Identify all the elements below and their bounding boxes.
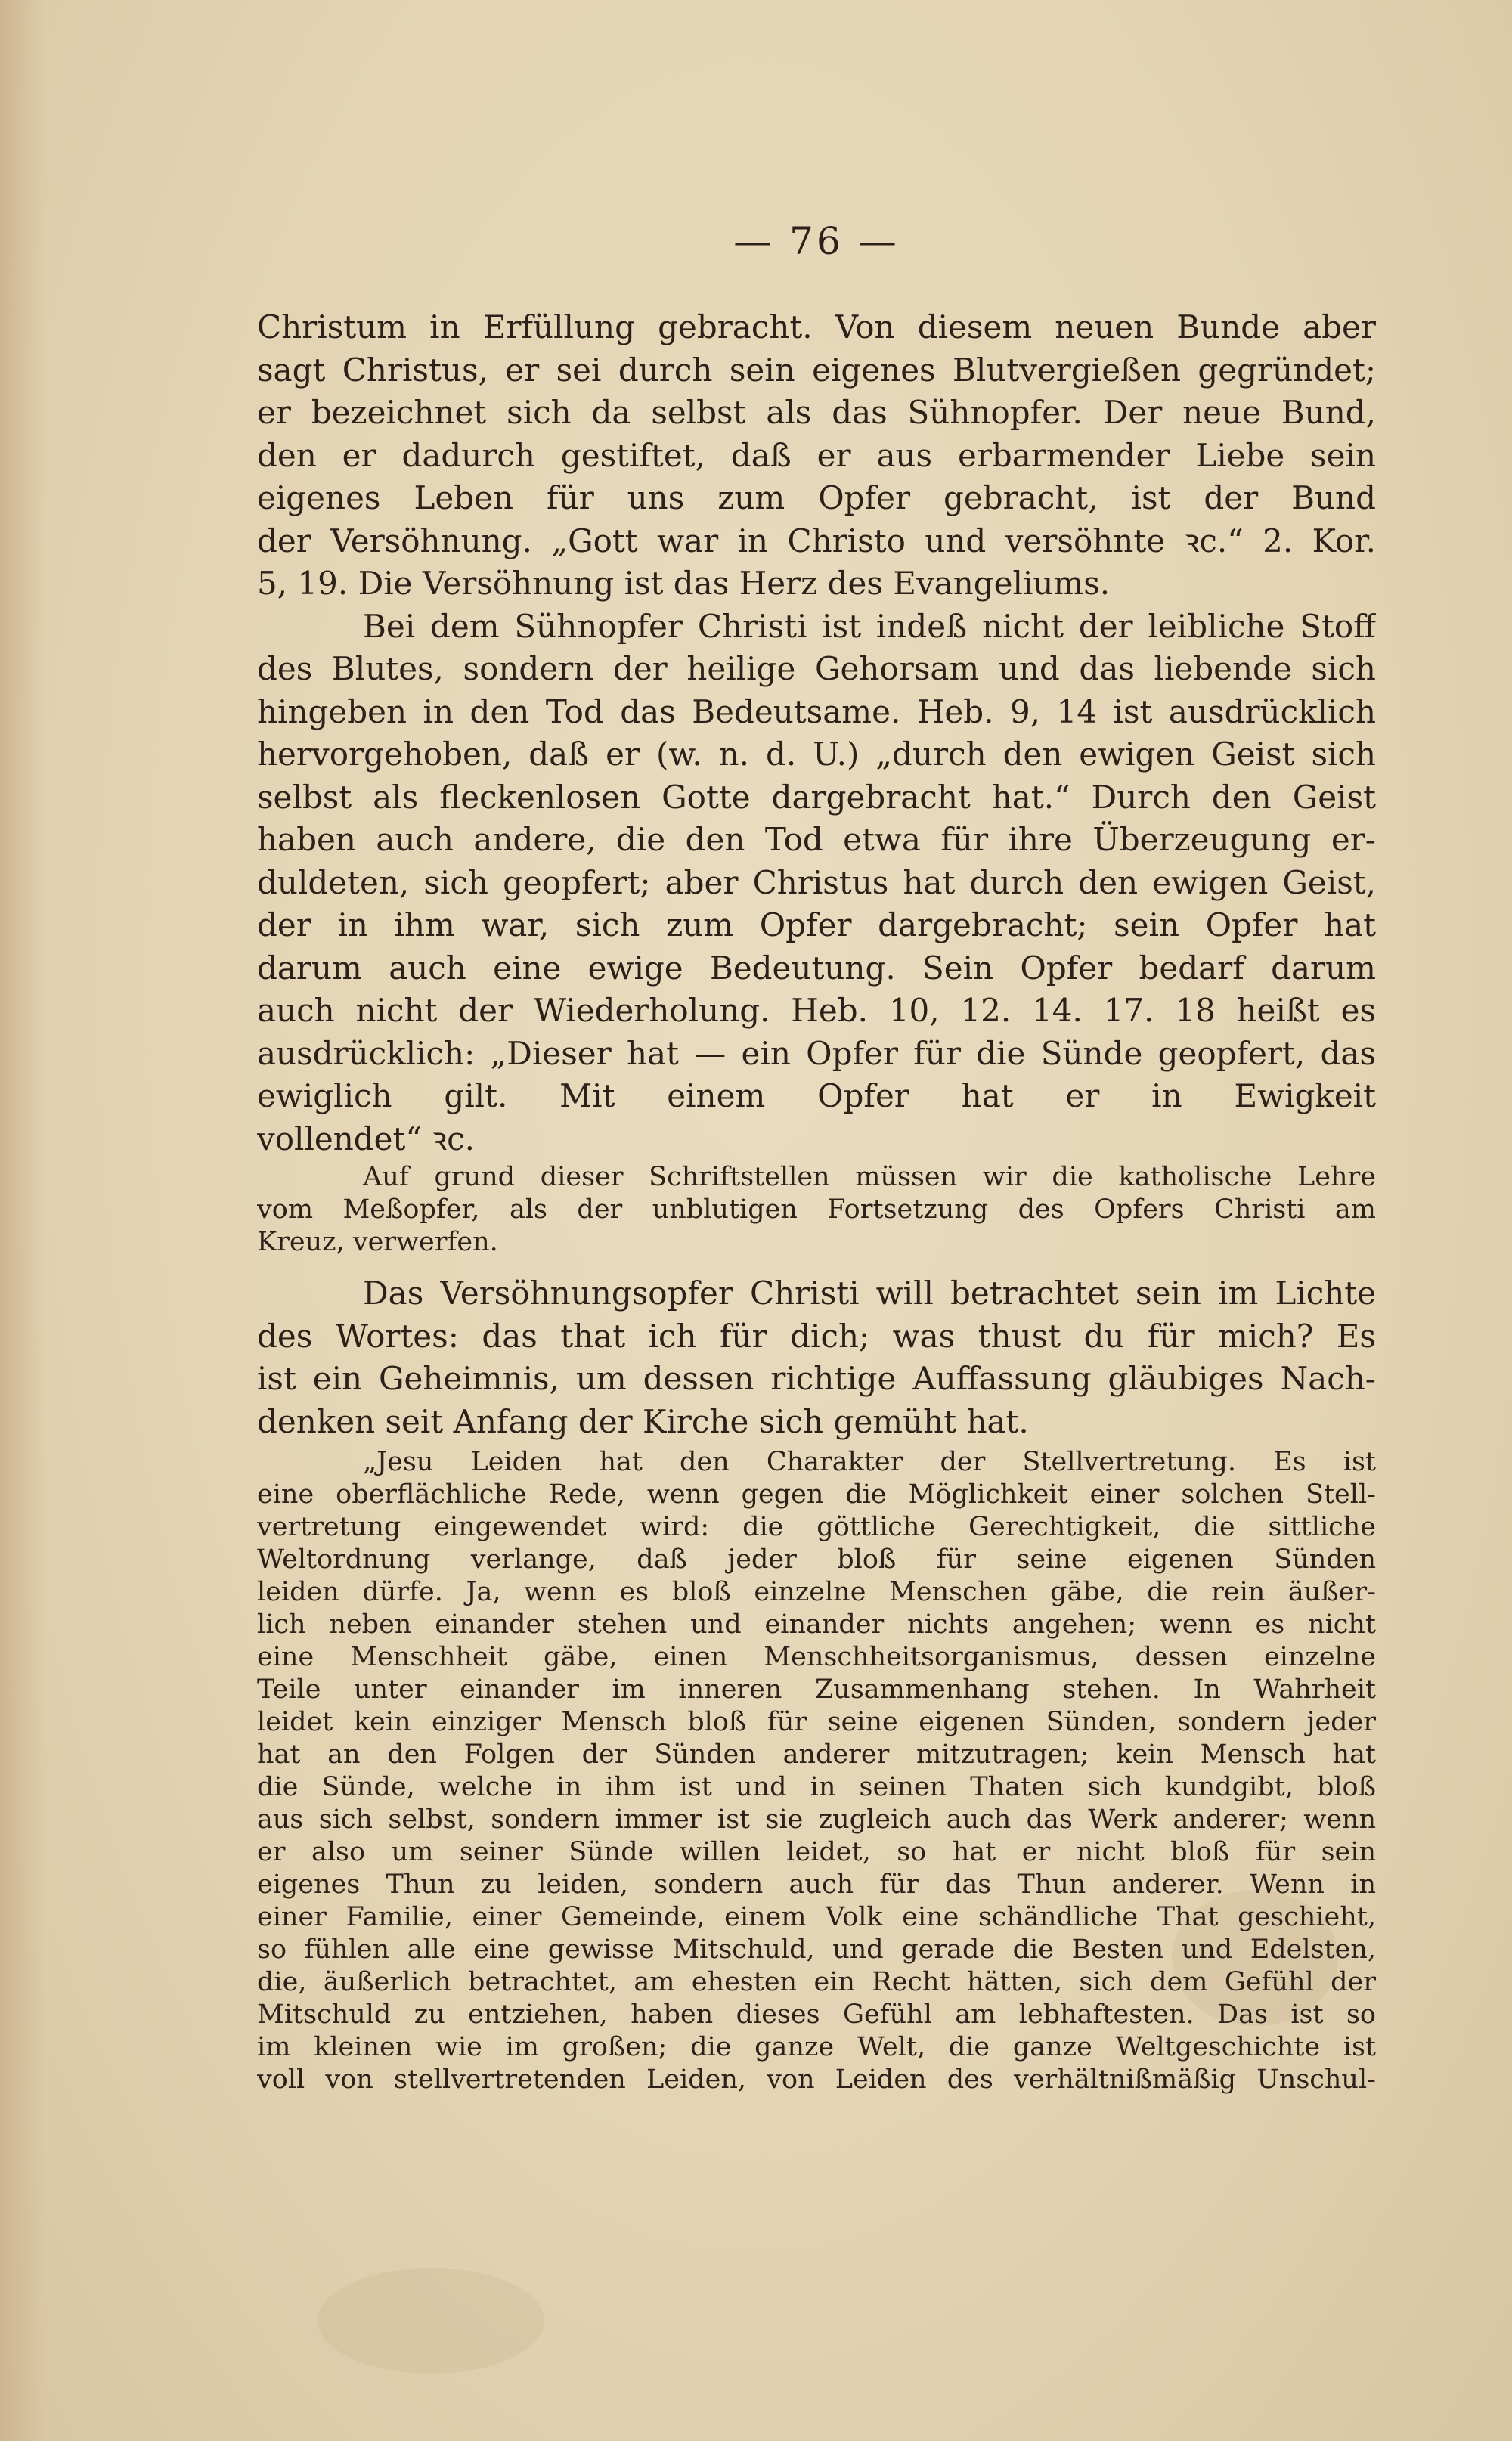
text-line: Christum in Erfüllung gebracht. Von diesem neuen Bunde aber: [257, 308, 1376, 345]
text-line: denken seit Anfang der Kirche sich gemüht hat.: [257, 1402, 1029, 1440]
text-line: der Versöhnung. „Gott war in Christo und versöhnte ꝛc.“ 2. Kor.: [257, 522, 1376, 559]
paragraph-reflection: [257, 1272, 1376, 1443]
paragraph-note: [257, 1161, 1376, 1259]
text-line: hervorgehoben, daß er (w. n. d. U.) „durch den ewigen Geist sich: [257, 736, 1376, 773]
page-number: — 76 —: [733, 219, 900, 263]
text-line: Teile unter einander im inneren Zusammenhang stehen. In Wahrheit: [257, 1674, 1376, 1705]
text-line: ist ein Geheimnis, um dessen richtige Auffassung gläubiges Nach-: [257, 1360, 1376, 1397]
text-line: vollendet“ ꝛc.: [257, 1120, 476, 1157]
text-line: lich neben einander stehen und einander nichts angehen; wenn es nicht: [257, 1609, 1376, 1640]
text-line: Auf grund dieser Schriftstellen müssen wir die katholische Lehre: [363, 1162, 1376, 1192]
text-line: Das Versöhnungsopfer Christi will betrachtet sein im Lichte: [363, 1275, 1376, 1312]
text-line: ausdrücklich: „Dieser hat — ein Opfer für die Sünde geopfert, das: [257, 1034, 1376, 1072]
text-line: vertretung eingewendet wird: die göttliche Gerechtigkeit, die sittliche: [257, 1512, 1376, 1542]
text-line: aus sich selbst, sondern immer ist sie zugleich auch das Werk anderer; wenn: [257, 1804, 1376, 1835]
text-line: eigenes Leben für uns zum Opfer gebracht, ist der Bund: [257, 479, 1376, 516]
text-line: leidet kein einziger Mensch bloß für seine eigenen Sünden, sondern jeder: [257, 1707, 1376, 1737]
text-line: des Blutes, sondern der heilige Gehorsam und das liebende sich: [257, 650, 1376, 687]
text-line: die, äußerlich betrachtet, am ehesten ein Recht hätten, sich dem Gefühl der: [257, 1967, 1376, 1997]
text-line: Mitschuld zu entziehen, haben dieses Gefühl am lebhaftesten. Das ist so: [257, 2000, 1376, 2030]
text-line: des Wortes: das that ich für dich; was thust du für mich? Es: [257, 1317, 1376, 1355]
text-line: duldeten, sich geopfert; aber Christus hat durch den ewigen Geist,: [257, 863, 1376, 901]
text-line: die Sünde, welche in ihm ist und in seinen Thaten sich kundgibt, bloß: [257, 1772, 1376, 1802]
text-line: eine Menschheit gäbe, einen Menschheitsorganismus, dessen einzelne: [257, 1642, 1376, 1672]
text-line: den er dadurch gestiftet, daß er aus erbarmender Liebe sein: [257, 436, 1376, 474]
page-binding-shadow: [0, 0, 45, 2441]
paragraph-quotation: [257, 1446, 1376, 2096]
text-line: er also um seiner Sünde willen leidet, so hat er nicht bloß für sein: [257, 1837, 1376, 1867]
paragraph-main: [257, 306, 1376, 1160]
text-line: Weltordnung verlange, daß jeder bloß für seine eigenen Sünden: [257, 1544, 1376, 1575]
text-line: selbst als fleckenlosen Gotte dargebracht hat.“ Durch den Geist: [257, 778, 1376, 816]
text-line: hat an den Folgen der Sünden anderer mitzutragen; kein Mensch hat: [257, 1739, 1376, 1770]
paper-stain: [318, 2268, 544, 2374]
text-line: ewiglich gilt. Mit einem Opfer hat er in Ewigkeit: [257, 1077, 1376, 1114]
text-line: er bezeichnet sich da selbst als das Sühnopfer. Der neue Bund,: [257, 394, 1376, 431]
text-line: eine oberflächliche Rede, wenn gegen die Möglichkeit einer solchen Stell-: [257, 1479, 1376, 1510]
text-line: so fühlen alle eine gewisse Mitschuld, und gerade die Besten und Edelsten,: [257, 1935, 1376, 1965]
text-line: einer Familie, einer Gemeinde, einem Volk eine schändliche That geschieht,: [257, 1902, 1376, 1932]
text-line: der in ihm war, sich zum Opfer dargebracht; sein Opfer hat: [257, 906, 1376, 943]
text-line: voll von stellvertretenden Leiden, von Leiden des verhältnißmäßig Unschul-: [257, 2065, 1376, 2095]
text-line: im kleinen wie im großen; die ganze Welt, die ganze Weltgeschichte ist: [257, 2032, 1376, 2062]
text-line: hingeben in den Tod das Bedeutsame. Heb. 9, 14 ist ausdrücklich: [257, 692, 1376, 730]
text-line: leiden dürfe. Ja, wenn es bloß einzelne Menschen gäbe, die rein äußer-: [257, 1577, 1376, 1607]
text-line: sagt Christus, er sei durch sein eigenes Blutvergießen gegründet;: [257, 351, 1376, 389]
text-line: darum auch eine ewige Bedeutung. Sein Opfer bedarf darum: [257, 949, 1376, 987]
text-line: 5, 19. Die Versöhnung ist das Herz des Evangeliums.: [257, 565, 1111, 602]
text-line: auch nicht der Wiederholung. Heb. 10, 12. 14. 17. 18 heißt es: [257, 992, 1376, 1029]
text-line: „Jesu Leiden hat den Charakter der Stellvertretung. Es ist: [363, 1447, 1376, 1477]
text-line: Bei dem Sühnopfer Christi ist indeß nicht der leibliche Stoff: [363, 607, 1376, 645]
text-line: haben auch andere, die den Tod etwa für ihre Überzeugung er-: [257, 821, 1376, 858]
text-line: eigenes Thun zu leiden, sondern auch für das Thun anderer. Wenn in: [257, 1869, 1376, 1900]
text-line: vom Meßopfer, als der unblutigen Fortsetzung des Opfers Christi am: [257, 1194, 1376, 1225]
text-line: Kreuz, verwerfen.: [257, 1227, 498, 1257]
